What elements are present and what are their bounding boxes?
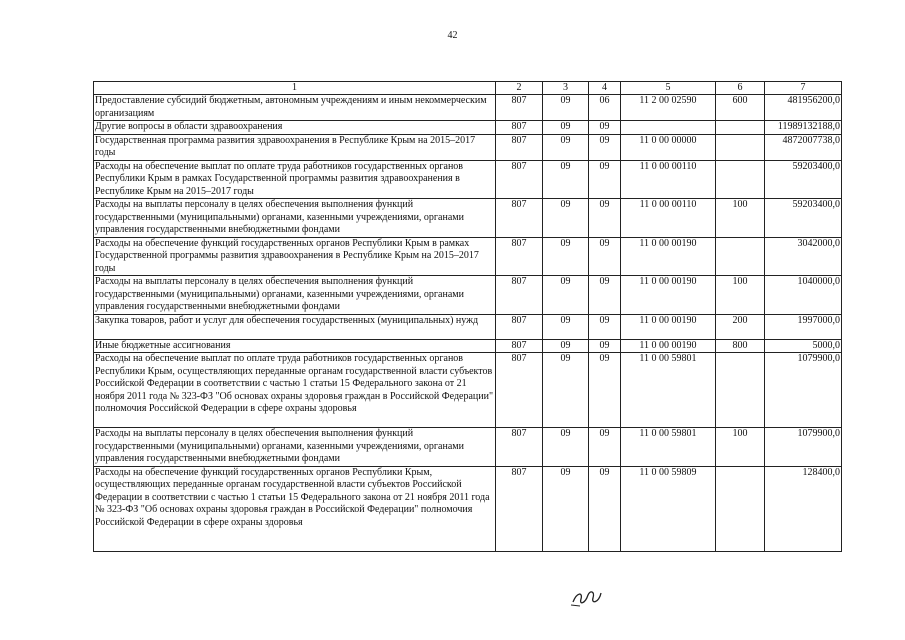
row-description: Расходы на выплаты персоналу в целях обеспечения выполнения функций государственными (муниципальными) органами, казенными учреждениями, органами управления государственными внебюджетными фондами [94, 276, 496, 315]
ministry-code: 807 [496, 121, 543, 135]
section-code: 09 [543, 428, 589, 467]
section-code: 09 [543, 134, 589, 160]
subsection-code: 09 [589, 428, 621, 467]
row-description: Расходы на обеспечение выплат по оплате труда работников государственных органов Республики Крым в рамках Государственной программы развития здравоохранения в Республике Крым на 2015–2017 годы [94, 160, 496, 199]
amount-value: 59203400,0 [765, 160, 842, 199]
amount-value: 3042000,0 [765, 237, 842, 276]
ministry-code: 807 [496, 134, 543, 160]
section-code: 09 [543, 199, 589, 238]
budget-table [93, 81, 842, 552]
target-article-code [621, 121, 716, 135]
table-row [94, 353, 842, 428]
subsection-code: 09 [589, 353, 621, 428]
expense-type-code [716, 353, 765, 428]
column-header: 2 [496, 82, 543, 95]
subsection-code: 09 [589, 314, 621, 339]
section-code: 09 [543, 95, 589, 121]
ministry-code: 807 [496, 353, 543, 428]
table-row [94, 199, 842, 238]
amount-value: 1079900,0 [765, 428, 842, 467]
column-header: 7 [765, 82, 842, 95]
row-description: Закупка товаров, работ и услуг для обеспечения государственных (муниципальных) нужд [94, 314, 496, 339]
amount-value: 1997000,0 [765, 314, 842, 339]
subsection-code: 09 [589, 160, 621, 199]
ministry-code: 807 [496, 160, 543, 199]
amount-value: 1079900,0 [765, 353, 842, 428]
amount-value: 128400,0 [765, 466, 842, 551]
expense-type-code: 600 [716, 95, 765, 121]
table-row [94, 466, 842, 551]
table-row [94, 314, 842, 339]
expense-type-code: 100 [716, 428, 765, 467]
section-code: 09 [543, 339, 589, 353]
section-code: 09 [543, 353, 589, 428]
ministry-code: 807 [496, 314, 543, 339]
row-description: Расходы на обеспечение выплат по оплате труда работников государственных органов Республики Крым, осуществляющих переданные органам государственной власти субъектов Российской Федерации в соответствии с частью 1 статьи 15 Федерального закона от 21 ноября 2011 года № 323-ФЗ "Об основах охраны здоровья граждан в Российской Федерации" полномочия Российской Федерации в сфере охраны здоровья [94, 353, 496, 428]
row-description: Расходы на выплаты персоналу в целях обеспечения выполнения функций государственными (муниципальными) органами, казенными учреждениями, органами управления государственными внебюджетными фондами [94, 428, 496, 467]
section-code: 09 [543, 121, 589, 135]
ministry-code: 807 [496, 428, 543, 467]
table-row [94, 134, 842, 160]
target-article-code: 11 0 00 59801 [621, 353, 716, 428]
table-row [94, 237, 842, 276]
target-article-code: 11 0 00 59809 [621, 466, 716, 551]
subsection-code: 09 [589, 276, 621, 315]
section-code: 09 [543, 276, 589, 315]
row-description: Предоставление субсидий бюджетным, автономным учреждениям и иным некоммерческим организациям [94, 95, 496, 121]
column-header: 6 [716, 82, 765, 95]
ministry-code: 807 [496, 276, 543, 315]
table-row [94, 339, 842, 353]
target-article-code: 11 0 00 00190 [621, 276, 716, 315]
row-description: Расходы на обеспечение функций государственных органов Республики Крым в рамках Государственной программы развития здравоохранения в Республике Крым на 2015–2017 годы [94, 237, 496, 276]
amount-value: 59203400,0 [765, 199, 842, 238]
target-article-code: 11 0 00 00000 [621, 134, 716, 160]
expense-type-code [716, 466, 765, 551]
target-article-code: 11 0 00 00110 [621, 160, 716, 199]
subsection-code: 06 [589, 95, 621, 121]
amount-value: 481956200,0 [765, 95, 842, 121]
column-header: 3 [543, 82, 589, 95]
expense-type-code: 100 [716, 199, 765, 238]
column-header: 1 [94, 82, 496, 95]
row-description: Расходы на обеспечение функций государственных органов Республики Крым, осуществляющих переданные органам государственной власти субъектов Российской Федерации в соответствии с частью 1 статьи 15 Федерального закона от 21 ноября 2011 года № 323-ФЗ "Об основах охраны здоровья граждан в Российской Федерации" полномочия Российской Федерации в сфере охраны здоровья [94, 466, 496, 551]
row-description: Государственная программа развития здравоохранения в Республике Крым на 2015–2017 годы [94, 134, 496, 160]
ministry-code: 807 [496, 95, 543, 121]
row-description: Другие вопросы в области здравоохранения [94, 121, 496, 135]
target-article-code: 11 0 00 00190 [621, 237, 716, 276]
subsection-code: 09 [589, 134, 621, 160]
subsection-code: 09 [589, 237, 621, 276]
table-row [94, 160, 842, 199]
expense-type-code: 200 [716, 314, 765, 339]
section-code: 09 [543, 466, 589, 551]
subsection-code: 09 [589, 466, 621, 551]
row-description: Расходы на выплаты персоналу в целях обеспечения выполнения функций государственными (муниципальными) органами, казенными учреждениями, органами управления государственными внебюджетными фондами [94, 199, 496, 238]
page-number: 42 [447, 30, 458, 41]
table-row [94, 121, 842, 135]
expense-type-code: 800 [716, 339, 765, 353]
section-code: 09 [543, 237, 589, 276]
amount-value: 5000,0 [765, 339, 842, 353]
subsection-code: 09 [589, 339, 621, 353]
column-header: 5 [621, 82, 716, 95]
table-row [94, 276, 842, 315]
ministry-code: 807 [496, 237, 543, 276]
expense-type-code [716, 160, 765, 199]
expense-type-code: 100 [716, 276, 765, 315]
target-article-code: 11 0 00 59801 [621, 428, 716, 467]
amount-value: 4872007738,0 [765, 134, 842, 160]
target-article-code: 11 0 00 00110 [621, 199, 716, 238]
target-article-code: 11 0 00 00190 [621, 314, 716, 339]
expense-type-code [716, 237, 765, 276]
table-header-row [94, 82, 842, 95]
expense-type-code [716, 121, 765, 135]
amount-value: 11989132188,0 [765, 121, 842, 135]
column-header: 4 [589, 82, 621, 95]
expense-type-code [716, 134, 765, 160]
section-code: 09 [543, 160, 589, 199]
table-row [94, 95, 842, 121]
ministry-code: 807 [496, 339, 543, 353]
ministry-code: 807 [496, 199, 543, 238]
table-row [94, 428, 842, 467]
section-code: 09 [543, 314, 589, 339]
amount-value: 1040000,0 [765, 276, 842, 315]
target-article-code: 11 0 00 00190 [621, 339, 716, 353]
subsection-code: 09 [589, 121, 621, 135]
ministry-code: 807 [496, 466, 543, 551]
row-description: Иные бюджетные ассигнования [94, 339, 496, 353]
handwritten-page-mark [568, 586, 608, 608]
subsection-code: 09 [589, 199, 621, 238]
target-article-code: 11 2 00 02590 [621, 95, 716, 121]
